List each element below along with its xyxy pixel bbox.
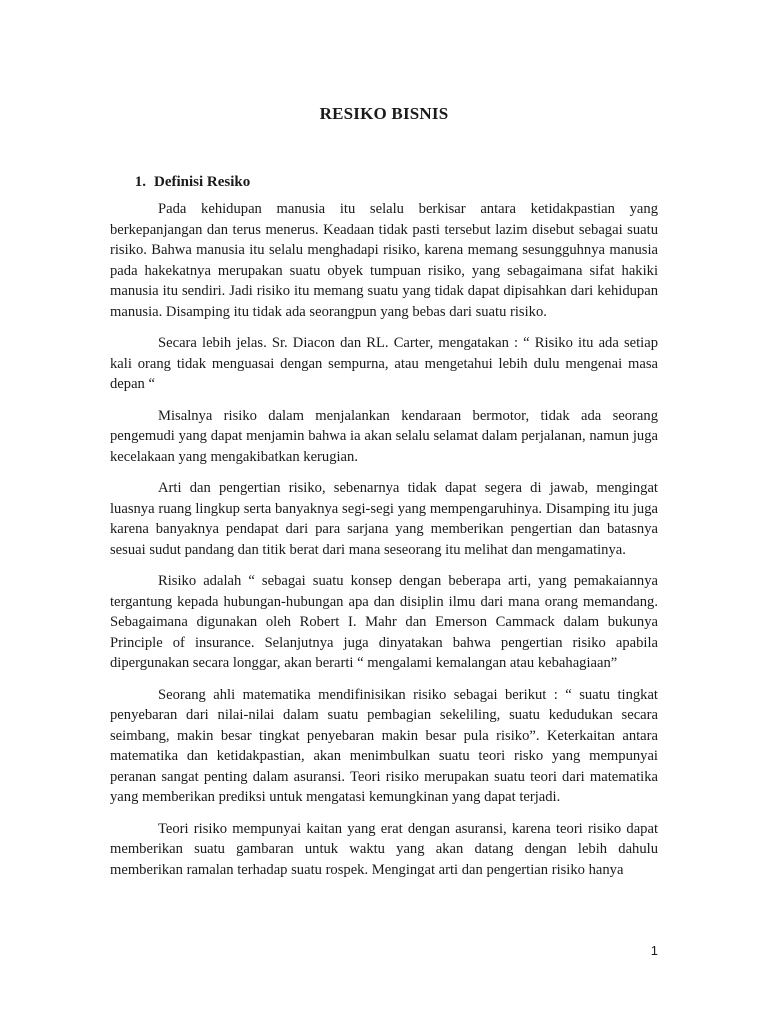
section-number: 1. xyxy=(134,174,146,190)
paragraph: Pada kehidupan manusia itu selalu berkisar antara ketidakpastian yang berkepanjangan dan terus menerus. Keadaan tidak pasti tersebut lazim disebut sebagai suatu risiko. Bahwa manusia itu selalu menghadapi risiko, karena memang sesungguhnya manusia pada hakekatnya merupakan suatu obyek tumpuan risiko, yang sebagaimana sifat hakiki manusia itu sendiri. Jadi risiko itu memang suatu yang tidak dapat dipisahkan dari kehidupan manusia. Disamping itu tidak ada seorangpun yang bebas dari suatu risiko. xyxy=(110,201,658,320)
paragraph: Seorang ahli matematika mendifinisikan risiko sebagai berikut : “ suatu tingkat penyebaran dari nilai-nilai dalam suatu pembagian sekeliling, suatu kedudukan secara seimbang, makin besar tingkat penyebaran makin besar pula risiko”. Keterkaitan antara matematika dan ketidakpastian, akan menimbulkan suatu teori risko yang mempunyai peranan sangat penting dalam asuransi. Teori risiko merupakan suatu teori dari matematika yang memberikan prediksi untuk mengatasi kemungkinan yang dapat terjadi. xyxy=(110,686,658,805)
paragraph: Arti dan pengertian risiko, sebenarnya tidak dapat segera di jawab, mengingat luasnya ruang lingkup serta banyaknya segi-segi yang mempengaruhinya. Disamping itu juga karena banyaknya pendapat dari para sarjana yang memberikan pengertian dan batasnya sesuai sudut pandang dan titik berat dari mana seseorang itu melihat dan mengamatinya. xyxy=(110,480,658,558)
paragraph: Teori risiko mempunyai kaitan yang erat dengan asuransi, karena teori risiko dapat memberikan suatu gambaran untuk waktu yang akan datang dengan lebih dahulu memberikan ramalan terhadap suatu rospek. Mengingat arti dan pengertian risiko hanya xyxy=(110,820,658,878)
document-title: RESIKO BISNIS xyxy=(319,104,449,123)
paragraph: Risiko adalah “ sebagai suatu konsep dengan beberapa arti, yang pemakaiannya tergantung kepada hubungan-hubungan apa dan disiplin ilmu dari mana orang memandang. Sebagaimana digunakan oleh Robert I. Mahr dan Emerson Cammack dalam bukunya Principle of insurance. Selanjutnya juga dinyatakan bahwa pengertian risiko apabila dipergunakan secara longgar, akan berarti “ mengalami kemalangan atau kebahagiaan” xyxy=(110,573,658,671)
paragraph: Misalnya risiko dalam menjalankan kendaraan bermotor, tidak ada seorang pengemudi yang dapat menjamin bahwa ia akan selalu selamat dalam perjalanan, namun juga kecelakaan yang mengakibatkan kerugian. xyxy=(110,407,658,465)
section-heading xyxy=(110,174,658,191)
section-heading-text: Definisi Resiko xyxy=(154,174,251,190)
page-number: 1 xyxy=(650,943,658,958)
paragraph: Secara lebih jelas. Sr. Diacon dan RL. Carter, mengatakan : “ Risiko itu ada setiap kali orang tidak menguasai dengan sempurna, atau mengetahui lebih dulu mengenai masa depan “ xyxy=(110,335,658,392)
